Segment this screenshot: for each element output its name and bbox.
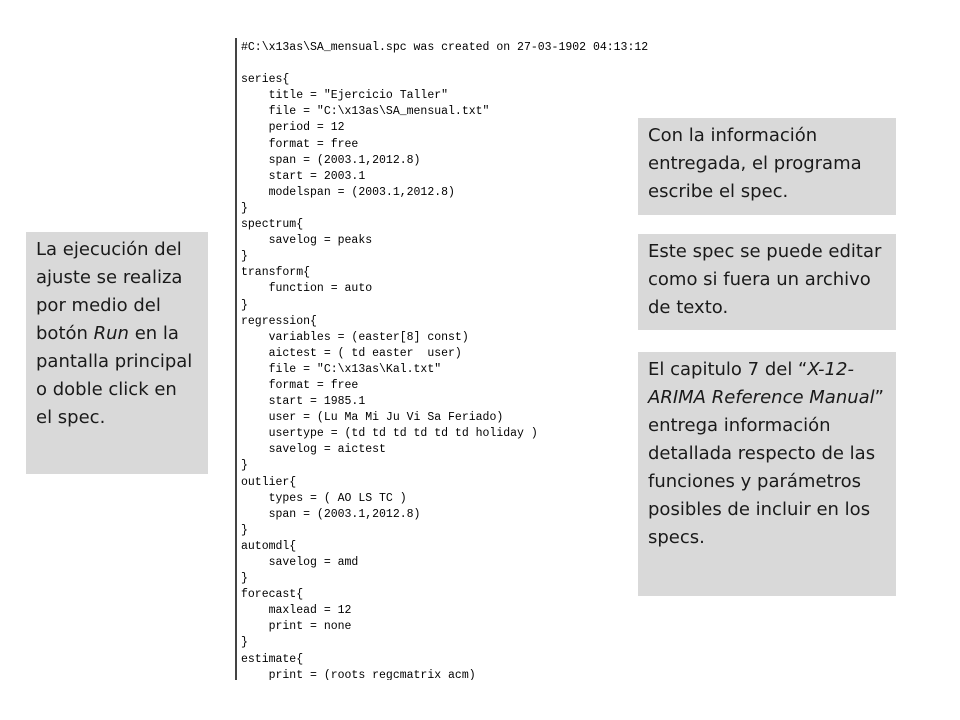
callout-right2-text: Este spec se puede editar como si fuera un archivo de texto. (648, 241, 882, 318)
spec-file-line: user = (Lu Ma Mi Ju Vi Sa Feriado) (241, 411, 504, 425)
spec-file-line: aictest = ( td easter user) (241, 346, 462, 360)
spec-file-line: regression{ (241, 314, 317, 328)
spec-file-line: variables = (easter[8] const) (241, 330, 469, 344)
spec-file-line: spectrum{ (241, 218, 304, 232)
spec-file-line: #C:\x13as\SA_mensual.spc was created on 27-03-1902 04:13:12 (241, 41, 649, 54)
spec-file-line: } (241, 636, 248, 650)
spec-file-line: span = (2003.1,2012.8) (241, 153, 421, 167)
spec-file-line: estimate{ (241, 652, 304, 666)
spec-file-line: outlier{ (241, 475, 297, 489)
spec-file-line: automdl{ (241, 539, 297, 553)
spec-file-line: types = ( AO LS TC ) (241, 491, 407, 505)
callout-right3-text-2: ” entrega información detallada respecto de las funciones y parámetros posibles de incluir en los specs. (648, 387, 884, 548)
spec-file-line: title = "Ejercicio Taller" (241, 89, 449, 103)
spec-file-line: start = 2003.1 (241, 169, 366, 183)
spec-file-line: period = 12 (241, 121, 345, 135)
spec-file-line: function = auto (241, 282, 373, 296)
spec-file-line: print = none (241, 620, 352, 634)
callout-run-execution (26, 232, 208, 474)
callout-left-text-2: en la pantalla principal o doble click en el spec. (36, 323, 193, 428)
callout-left-run-emphasis: Run (93, 323, 129, 344)
spec-file-line: savelog = aictest (241, 443, 386, 457)
spec-file-line (241, 56, 727, 72)
spec-file-line: file = "C:\x13as\Kal.txt" (241, 362, 442, 376)
callout-right3-text-1: El capitulo 7 del “ (648, 359, 808, 380)
spec-file-line: } (241, 572, 248, 586)
spec-file-line: transform{ (241, 266, 311, 280)
callout-right1-text: Con la información entregada, el programa escribe el spec. (648, 125, 862, 202)
spec-file-line: usertype = (td td td td td td holiday ) (241, 427, 538, 441)
spec-file-line: savelog = peaks (241, 234, 373, 248)
spec-file-line: series{ (241, 73, 290, 87)
spec-file-line: forecast{ (241, 588, 304, 602)
spec-file-line: start = 1985.1 (241, 395, 366, 409)
spec-file-line: } (241, 201, 248, 215)
spec-file-line: print = (roots regcmatrix acm) (241, 668, 476, 680)
spec-file-line: savelog = amd (241, 556, 359, 569)
spec-file-line: format = free (241, 378, 359, 392)
spec-file-line: format = free (241, 137, 359, 151)
callout-reference-manual (638, 352, 896, 596)
spec-file-line: modelspan = (2003.1,2012.8) (241, 185, 455, 199)
callout-left-text-1: La ejecución del ajuste se realiza por medio del botón (36, 239, 183, 344)
callout-program-writes-spec (638, 118, 896, 215)
callout-right3-manual-title: X-12-ARIMA Reference Manual (648, 359, 875, 408)
spec-file-line: } (241, 250, 248, 264)
spec-file-line: span = (2003.1,2012.8) (241, 507, 421, 521)
spec-file-line: maxlead = 12 (241, 604, 352, 618)
spec-file-line: file = "C:\x13as\SA_mensual.txt" (241, 105, 490, 119)
callout-spec-editable (638, 234, 896, 330)
spec-file-line: } (241, 523, 248, 537)
spec-file-line: } (241, 459, 248, 473)
spec-file-line: } (241, 298, 248, 312)
